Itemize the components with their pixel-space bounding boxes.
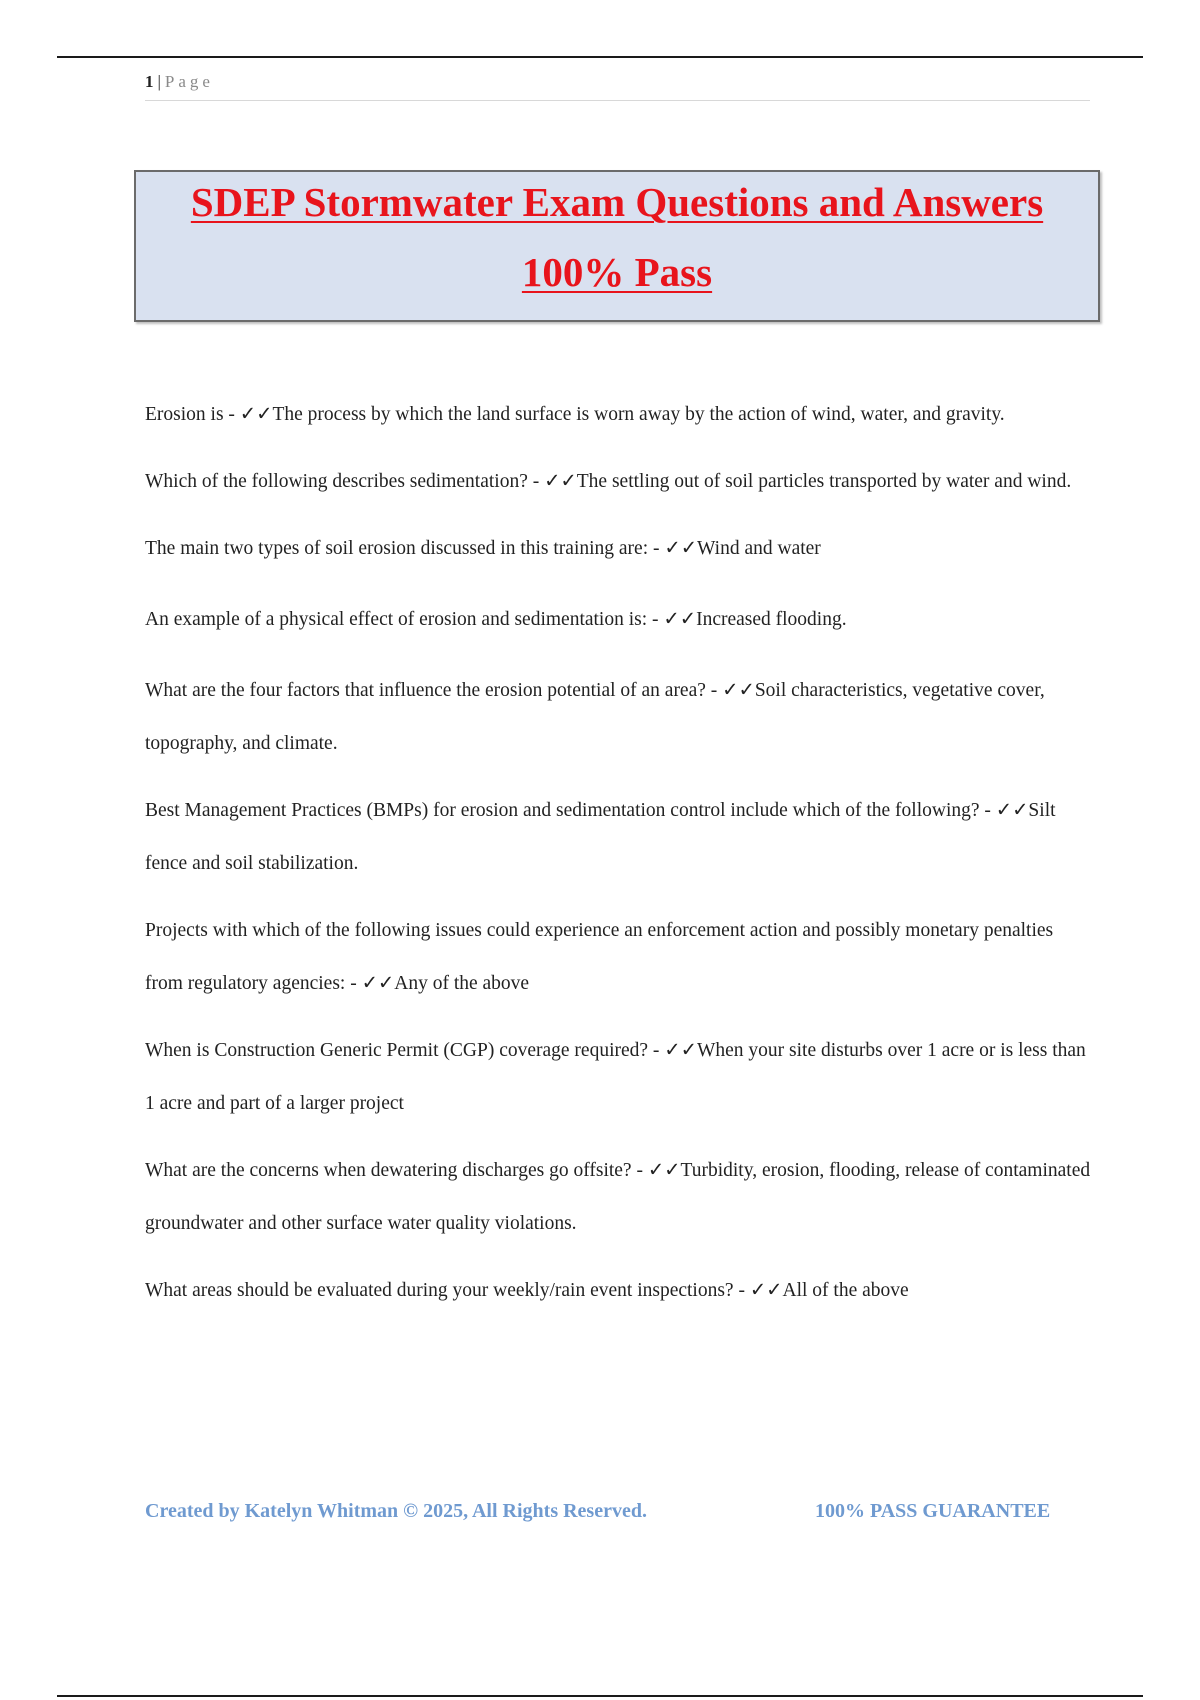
qa-item: What areas should be evaluated during your weekly/rain event inspections? - ✓✓All of the above xyxy=(145,1280,909,1301)
qa-item: An example of a physical effect of erosion and sedimentation is: - ✓✓Increased flooding. xyxy=(145,609,847,630)
footer-copyright: Created by Katelyn Whitman © 2025, All Rights Reserved. xyxy=(145,1500,647,1522)
document-title: SDEP Stormwater Exam Questions and Answers xyxy=(190,179,1044,225)
qa-item: What are the concerns when dewatering discharges go offsite? - ✓✓Turbidity, erosion, flooding, release of contaminated groundwater and other surface water quality violations. xyxy=(145,1160,1091,1234)
page-label: Page xyxy=(164,72,214,91)
top-rule xyxy=(57,56,1143,58)
qa-item: Best Management Practices (BMPs) for erosion and sedimentation control include which of the following? - ✓✓Silt fence and soil stabilization. xyxy=(145,800,1056,874)
document-subtitle: 100% Pass xyxy=(521,249,713,295)
page-header xyxy=(145,72,1090,101)
qa-list xyxy=(145,388,1095,1335)
qa-item: Which of the following describes sedimentation? - ✓✓The settling out of soil particles transported by water and wind. xyxy=(145,471,1072,492)
qa-item: Erosion is - ✓✓The process by which the land surface is worn away by the action of wind, water, and gravity. xyxy=(145,404,1005,425)
page-separator: | xyxy=(157,72,161,91)
qa-item: Projects with which of the following issues could experience an enforcement action and possibly monetary penalties from regulatory agencies: - ✓✓Any of the above xyxy=(145,920,1054,994)
qa-item: What are the four factors that influence the erosion potential of an area? - ✓✓Soil characteristics, vegetative cover, topography, and climate. xyxy=(145,680,1045,754)
qa-item: When is Construction Generic Permit (CGP) coverage required? - ✓✓When your site disturbs over 1 acre or is less than 1 acre and part of a larger project xyxy=(145,1040,1086,1114)
footer-guarantee: 100% PASS GUARANTEE xyxy=(815,1500,1051,1522)
title-box xyxy=(134,170,1100,322)
page-number: 1 xyxy=(145,72,154,91)
qa-item: The main two types of soil erosion discussed in this training are: - ✓✓Wind and water xyxy=(145,538,821,559)
bottom-rule xyxy=(57,1695,1143,1697)
